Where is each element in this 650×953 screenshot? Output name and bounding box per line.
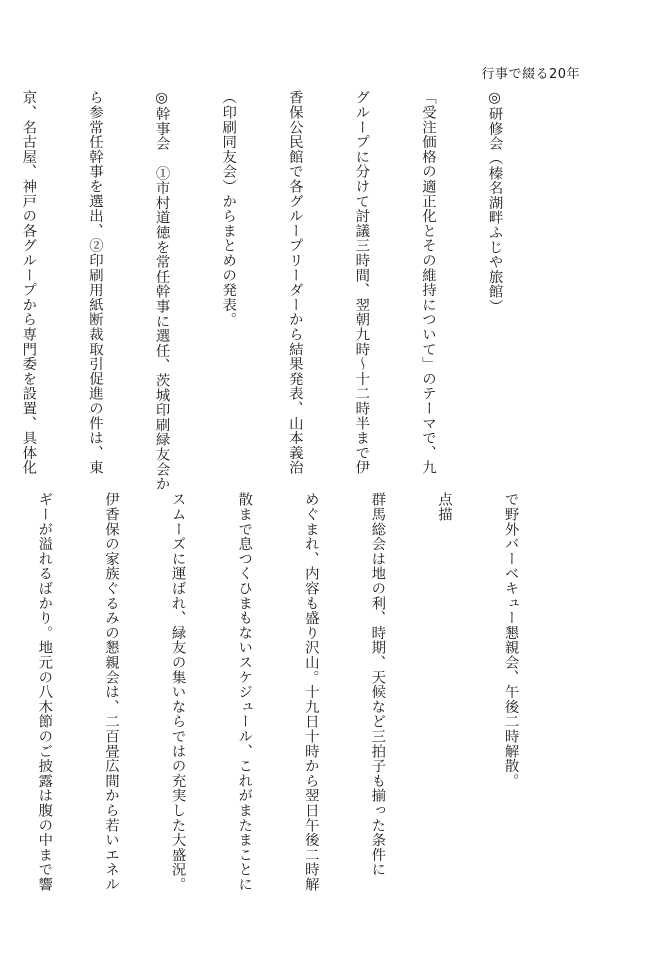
text-column: で野外バーベキュー懇親会、午後二時解散。	[502, 492, 519, 788]
text-column: 点描	[435, 492, 452, 522]
upper-text-block	[0, 90, 550, 492]
text-column: 群馬総会は地の利、時期、天候など三拍子も揃った条件に	[369, 492, 386, 877]
text-column: 「受注価格の適正化とその維持について」のテーマで、九	[419, 90, 436, 475]
text-column: スムーズに運ばれ、緑友の集いならではの充実した大盛況。	[169, 492, 186, 892]
text-column: 散まで息つくひまもないスケジュール、これがまたまことに	[236, 492, 253, 892]
text-column: 伊香保の家族ぐるみの懇親会は、二百畳広間から若いエネル	[102, 492, 119, 892]
text-column: （印刷同友会）からまとめの発表。	[220, 90, 237, 327]
text-column: 京、名古屋、神戸の各グループから専門委を設置、具体化	[20, 90, 37, 475]
running-head: 行事で綴る20年	[481, 67, 580, 82]
text-column: グループに分けて討議三時間、翌朝九時〜十二時半まで伊	[353, 90, 370, 475]
text-column: ら参常任幹事を選出、②印刷用紙断裁取引促進の件は、東	[86, 90, 103, 475]
text-column: ◎研修会（榛名湖畔ふじや旅館）	[486, 90, 503, 314]
text-column: 香保公民館で各グループリーダーから結果発表、山本義治	[286, 90, 303, 475]
lower-text-block	[0, 492, 566, 892]
text-column: ◎幹事会 ①市村道徳を常任幹事に選任、茨城印刷緑友会か	[153, 90, 170, 492]
text-column: めぐまれ、内容も盛り沢山。十九日十時から翌日午後二時解	[302, 492, 319, 892]
text-column: ギーが溢れるばかり。地元の八木節のご披露は腹の中まで響	[36, 492, 53, 892]
